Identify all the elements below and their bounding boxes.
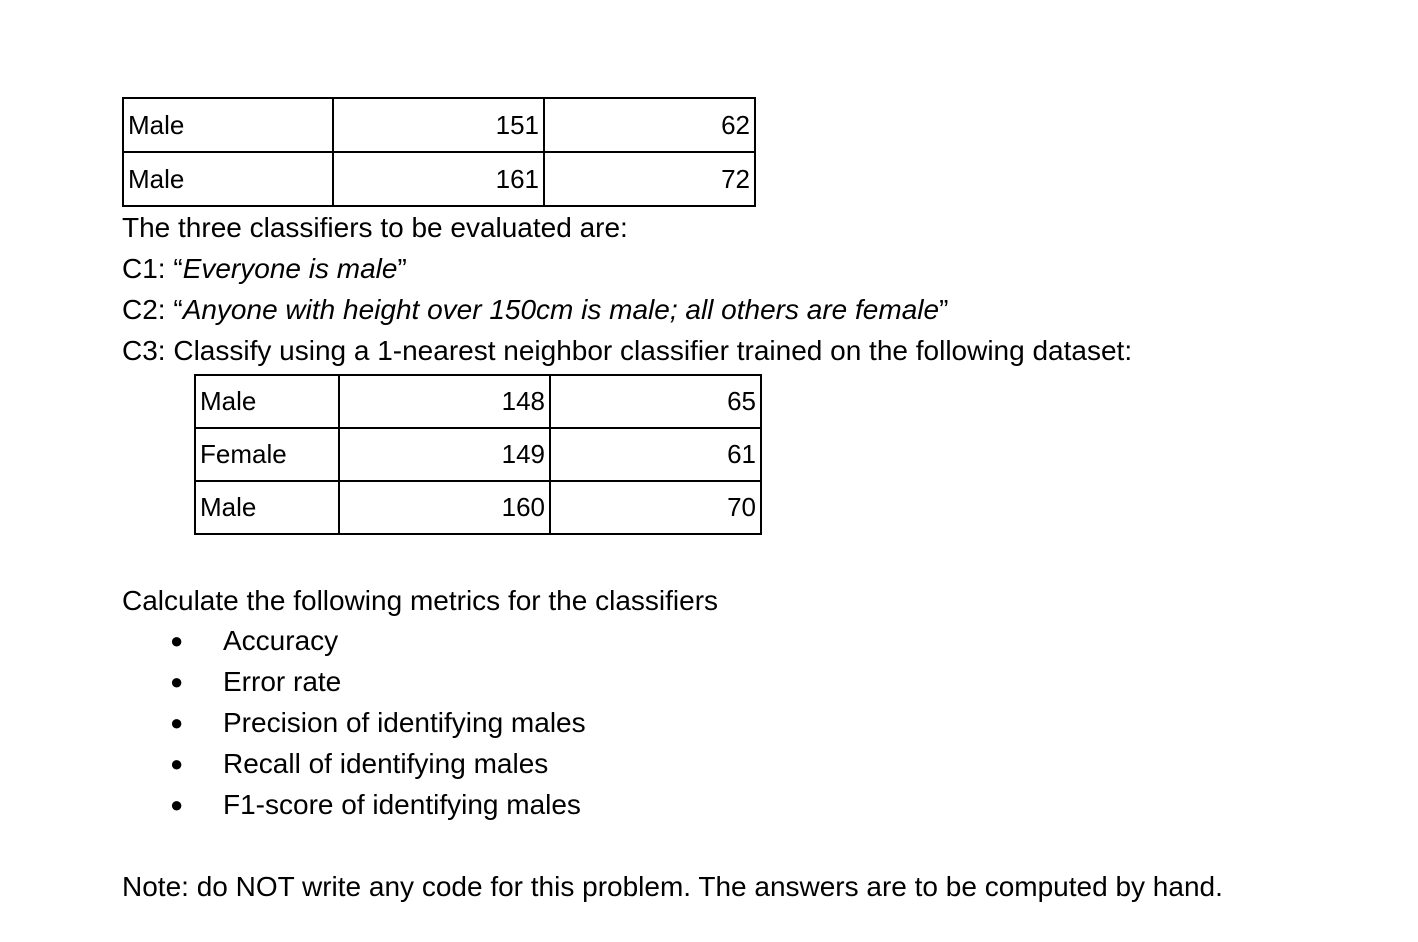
- gender-cell: Male: [123, 98, 333, 152]
- height-cell: 149: [339, 428, 550, 481]
- classifier-c1-suffix: ”: [397, 253, 407, 284]
- weight-cell: 70: [550, 481, 761, 534]
- weight-cell: 72: [544, 152, 755, 206]
- gender-cell: Male: [195, 481, 339, 534]
- list-item: [170, 665, 341, 699]
- note: Note: do NOT write any code for this problem. The answers are to be computed by hand.: [122, 871, 1223, 902]
- table-row: [123, 98, 755, 152]
- metric-label: Recall of identifying males: [223, 748, 549, 779]
- height-cell: 161: [333, 152, 544, 206]
- training-data-table: [194, 374, 762, 535]
- bullet-icon: ●: [170, 710, 184, 735]
- table-row: [195, 428, 761, 481]
- bullet-icon: ●: [170, 751, 184, 776]
- classifier-c1-prefix: C1: “: [122, 253, 183, 284]
- bullet-icon: ●: [170, 669, 184, 694]
- classifier-c2-prefix: C2: “: [122, 294, 183, 325]
- classifiers-intro: The three classifiers to be evaluated are:: [122, 212, 628, 243]
- height-cell: 151: [333, 98, 544, 152]
- metric-label: F1-score of identifying males: [223, 789, 581, 820]
- metric-label: Accuracy: [223, 625, 339, 656]
- classifier-c2-rule: Anyone with height over 150cm is male; all others are female: [182, 294, 940, 325]
- list-item: [170, 624, 338, 658]
- classifier-c2-suffix: ”: [939, 294, 949, 325]
- list-item: [170, 706, 586, 740]
- classifier-c1-rule: Everyone is male: [182, 253, 398, 284]
- list-item: [170, 747, 548, 781]
- bullet-icon: ●: [170, 628, 184, 653]
- classifier-c1: [122, 252, 407, 286]
- table-row: [195, 375, 761, 428]
- gender-cell: Male: [123, 152, 333, 206]
- height-cell: 148: [339, 375, 550, 428]
- weight-cell: 65: [550, 375, 761, 428]
- gender-cell: Male: [195, 375, 339, 428]
- table-row: [123, 152, 755, 206]
- weight-cell: 61: [550, 428, 761, 481]
- list-item: [170, 788, 581, 822]
- metric-label: Error rate: [223, 666, 342, 697]
- classifier-c2: [122, 293, 948, 327]
- classifier-c3: C3: Classify using a 1-nearest neighbor classifier trained on the following dataset:: [122, 335, 1133, 366]
- bullet-icon: ●: [170, 792, 184, 817]
- gender-cell: Female: [195, 428, 339, 481]
- table-row: [195, 481, 761, 534]
- weight-cell: 62: [544, 98, 755, 152]
- height-cell: 160: [339, 481, 550, 534]
- test-data-table: [122, 97, 756, 207]
- metrics-heading: Calculate the following metrics for the classifiers: [122, 585, 719, 616]
- metric-label: Precision of identifying males: [223, 707, 586, 738]
